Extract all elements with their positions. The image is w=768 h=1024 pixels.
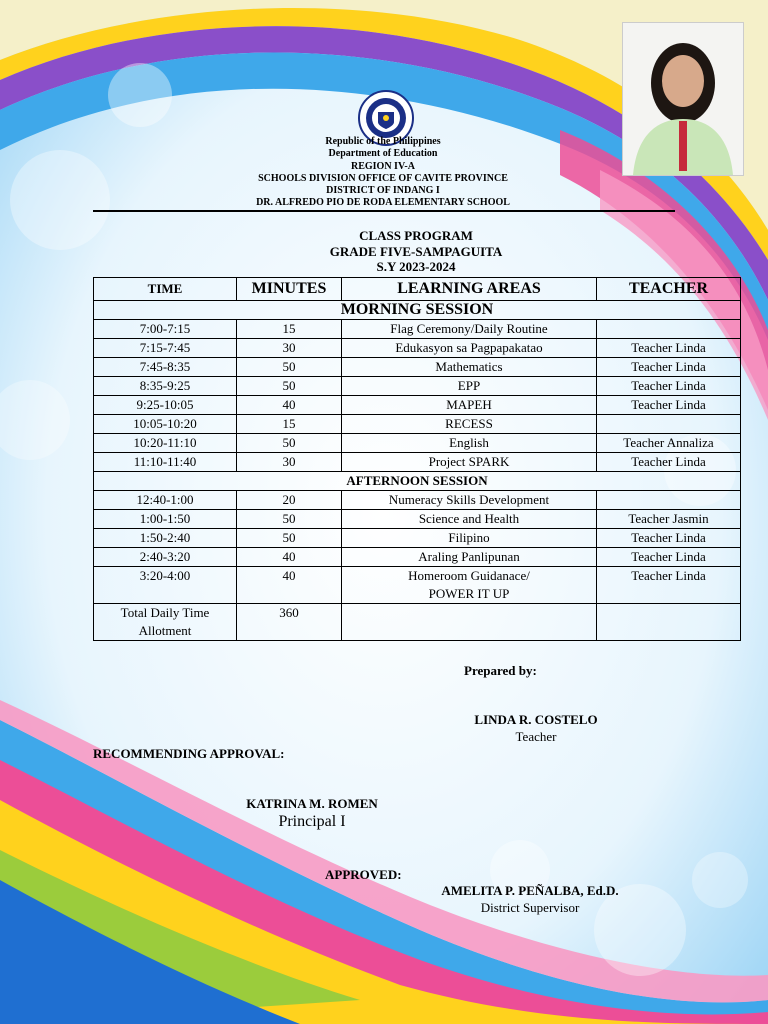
approved-block bbox=[400, 882, 660, 916]
school-header bbox=[93, 136, 673, 210]
cell-teacher: Teacher Linda bbox=[597, 453, 741, 472]
table-row bbox=[94, 415, 741, 434]
title-line: S.Y 2023-2024 bbox=[376, 259, 456, 274]
cell-learning-area: Science and Health bbox=[342, 510, 597, 529]
cell-time: 11:10-11:40 bbox=[94, 453, 237, 472]
cell-learning-area: English bbox=[342, 434, 597, 453]
cell-learning-area: Numeracy Skills Development bbox=[342, 491, 597, 510]
cell-teacher: Teacher Linda bbox=[597, 529, 741, 548]
table-row bbox=[94, 339, 741, 358]
cell-minutes: 20 bbox=[237, 491, 342, 510]
cell-time: 2:40-3:20 bbox=[94, 548, 237, 567]
prepared-by-block bbox=[436, 711, 636, 745]
cell-minutes: 15 bbox=[237, 415, 342, 434]
cell-total-minutes: 360 bbox=[237, 604, 342, 641]
cell-teacher bbox=[597, 491, 741, 510]
session-row bbox=[94, 301, 741, 320]
recommending-block bbox=[212, 795, 412, 832]
header-line: REGION IV-A bbox=[351, 160, 415, 172]
morning-rows bbox=[94, 320, 741, 472]
class-schedule-table bbox=[93, 277, 741, 641]
header-line: Department of Education bbox=[328, 148, 438, 160]
cell-minutes: 40 bbox=[237, 396, 342, 415]
title-line: CLASS PROGRAM bbox=[359, 228, 473, 243]
cell-minutes: 40 bbox=[237, 548, 342, 567]
header-line: Republic of the Philippines bbox=[325, 136, 441, 147]
session-row bbox=[94, 472, 741, 491]
approved-title: District Supervisor bbox=[480, 900, 580, 915]
header-divider bbox=[93, 210, 675, 212]
header-line: DISTRICT OF INDANG I bbox=[326, 185, 440, 197]
cell-time: 3:20-4:00 bbox=[94, 567, 237, 604]
header-line: SCHOOLS DIVISION OFFICE OF CAVITE PROVINCE bbox=[258, 172, 508, 184]
cell-teacher: Teacher Annaliza bbox=[597, 434, 741, 453]
table-row bbox=[94, 510, 741, 529]
recommending-approval-label: RECOMMENDING APPROVAL: bbox=[93, 746, 285, 761]
cell-time: 9:25-10:05 bbox=[94, 396, 237, 415]
cell-empty bbox=[597, 604, 741, 641]
cell-learning-area bbox=[342, 567, 597, 604]
cell-learning-area: Araling Panlipunan bbox=[342, 548, 597, 567]
prepared-by-label: Prepared by: bbox=[464, 663, 537, 678]
table-row bbox=[94, 396, 741, 415]
cell-learning-area: Project SPARK bbox=[342, 453, 597, 472]
afternoon-session-label: AFTERNOON SESSION bbox=[94, 472, 741, 491]
recommending-title: Principal I bbox=[278, 813, 346, 830]
cell-time: 10:20-11:10 bbox=[94, 434, 237, 453]
approved-label: APPROVED: bbox=[325, 867, 402, 882]
table-row bbox=[94, 358, 741, 377]
cell-minutes: 50 bbox=[237, 510, 342, 529]
cell-minutes: 40 bbox=[237, 567, 342, 604]
col-header-teacher: TEACHER bbox=[597, 278, 741, 301]
total-row bbox=[94, 604, 741, 641]
table-row bbox=[94, 491, 741, 510]
prepared-by-name: LINDA R. COSTELO bbox=[474, 712, 598, 727]
cell-time: 1:50-2:40 bbox=[94, 529, 237, 548]
col-header-minutes: MINUTES bbox=[237, 278, 342, 301]
table-header-row bbox=[94, 278, 741, 301]
cell-empty bbox=[342, 604, 597, 641]
cell-teacher bbox=[597, 320, 741, 339]
table-row bbox=[94, 453, 741, 472]
document-title bbox=[93, 228, 739, 275]
table-row bbox=[94, 529, 741, 548]
cell-time: 12:40-1:00 bbox=[94, 491, 237, 510]
area-line: Homeroom Guidanace/ bbox=[408, 568, 530, 583]
total-label-line: Total Daily Time bbox=[120, 605, 210, 620]
cell-time: 7:45-8:35 bbox=[94, 358, 237, 377]
cell-teacher bbox=[597, 415, 741, 434]
cell-minutes: 30 bbox=[237, 453, 342, 472]
table-row bbox=[94, 320, 741, 339]
area-line: POWER IT UP bbox=[428, 586, 510, 601]
cell-teacher: Teacher Linda bbox=[597, 358, 741, 377]
cell-teacher: Teacher Linda bbox=[597, 567, 741, 604]
afternoon-rows bbox=[94, 491, 741, 567]
cell-time: 7:15-7:45 bbox=[94, 339, 237, 358]
cell-learning-area: Mathematics bbox=[342, 358, 597, 377]
cell-minutes: 30 bbox=[237, 339, 342, 358]
approved-name: AMELITA P. PEÑALBA, Ed.D. bbox=[441, 883, 619, 898]
cell-learning-area: Edukasyon sa Pagpapakatao bbox=[342, 339, 597, 358]
cell-teacher: Teacher Jasmin bbox=[597, 510, 741, 529]
cell-time: 10:05-10:20 bbox=[94, 415, 237, 434]
cell-time: 1:00-1:50 bbox=[94, 510, 237, 529]
cell-learning-area: EPP bbox=[342, 377, 597, 396]
cell-teacher: Teacher Linda bbox=[597, 548, 741, 567]
col-header-learning-areas: LEARNING AREAS bbox=[342, 278, 597, 301]
cell-learning-area: RECESS bbox=[342, 415, 597, 434]
prepared-by-title: Teacher bbox=[515, 729, 557, 744]
recommending-name: KATRINA M. ROMEN bbox=[246, 796, 378, 811]
cell-learning-area: Flag Ceremony/Daily Routine bbox=[342, 320, 597, 339]
cell-minutes: 15 bbox=[237, 320, 342, 339]
title-line: GRADE FIVE-SAMPAGUITA bbox=[329, 243, 503, 259]
table-row bbox=[94, 548, 741, 567]
cell-time: 7:00-7:15 bbox=[94, 320, 237, 339]
cell-time: 8:35-9:25 bbox=[94, 377, 237, 396]
cell-learning-area: Filipino bbox=[342, 529, 597, 548]
table-row bbox=[94, 567, 741, 604]
table-row bbox=[94, 377, 741, 396]
cell-teacher: Teacher Linda bbox=[597, 339, 741, 358]
header-line: DR. ALFREDO PIO DE RODA ELEMENTARY SCHOOL bbox=[256, 197, 510, 209]
cell-minutes: 50 bbox=[237, 434, 342, 453]
cell-total-label bbox=[94, 604, 237, 641]
cell-minutes: 50 bbox=[237, 529, 342, 548]
cell-teacher: Teacher Linda bbox=[597, 396, 741, 415]
col-header-time: TIME bbox=[94, 278, 237, 301]
cell-teacher: Teacher Linda bbox=[597, 377, 741, 396]
table-row bbox=[94, 434, 741, 453]
cell-learning-area: MAPEH bbox=[342, 396, 597, 415]
total-label-line: Allotment bbox=[138, 623, 192, 638]
morning-session-label: MORNING SESSION bbox=[94, 301, 741, 320]
cell-minutes: 50 bbox=[237, 377, 342, 396]
cell-minutes: 50 bbox=[237, 358, 342, 377]
